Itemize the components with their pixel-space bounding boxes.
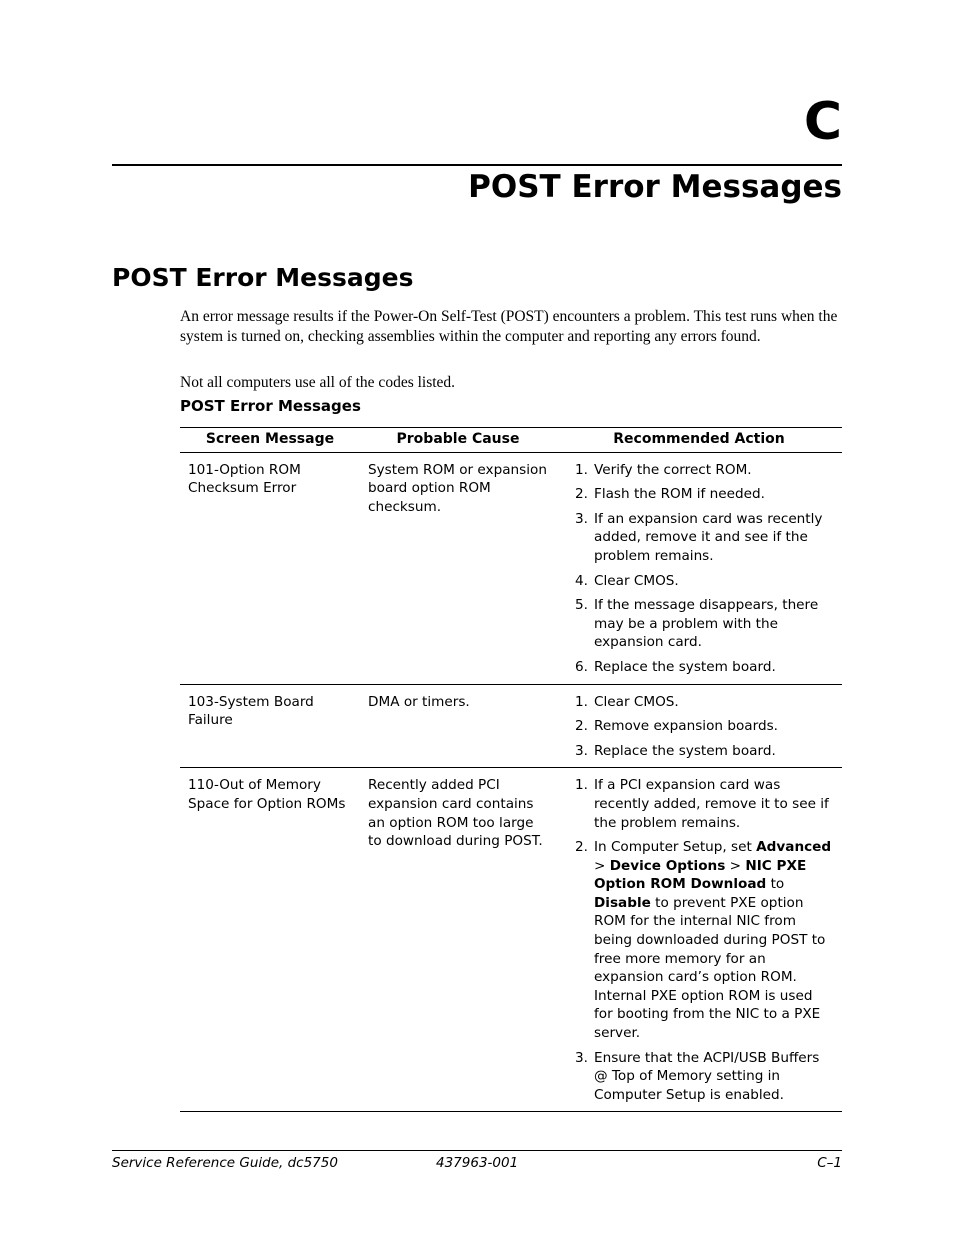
footer-page-number: C–1 — [817, 1155, 842, 1171]
action-list — [564, 693, 834, 761]
step-text: Clear CMOS. — [594, 693, 679, 710]
step-text: If an expansion card was recently added, remove it and see if the problem remains. — [594, 510, 823, 564]
step-number: 2. — [575, 486, 588, 503]
action-step — [564, 838, 834, 1043]
step-number: 1. — [575, 693, 588, 710]
header-probable-cause: Probable Cause — [360, 428, 556, 453]
table-header-row — [180, 428, 842, 453]
step-text: Remove expansion boards. — [594, 718, 778, 735]
action-step — [564, 461, 834, 480]
table-body — [180, 452, 842, 1112]
menu-path-term: NIC PXE Option ROM Download — [594, 857, 807, 893]
step-number: 3. — [575, 510, 588, 527]
screen-message-cell: 103-System Board Failure — [180, 684, 360, 768]
menu-path-term: Device Options — [609, 857, 726, 874]
action-step — [564, 596, 834, 652]
table-caption: POST Error Messages — [180, 397, 361, 415]
step-number: 1. — [575, 461, 588, 478]
recommended-action-cell — [556, 768, 842, 1112]
section-title: POST Error Messages — [112, 263, 414, 292]
step-text-fragment: > — [594, 857, 610, 874]
chapter-divider — [112, 164, 842, 166]
action-step — [564, 658, 834, 677]
post-error-table — [180, 427, 842, 1112]
action-step — [564, 485, 834, 504]
table-row — [180, 684, 842, 768]
step-text-fragment: to — [766, 876, 785, 893]
step-number: 2. — [575, 839, 588, 856]
step-text: Clear CMOS. — [594, 572, 679, 589]
action-step — [564, 572, 834, 591]
step-number: 3. — [575, 742, 588, 759]
step-number: 2. — [575, 718, 588, 735]
header-screen-message: Screen Message — [180, 428, 360, 453]
action-step — [564, 1049, 834, 1105]
step-text-fragment: > — [725, 857, 746, 874]
action-step — [564, 776, 834, 832]
step-number: 5. — [575, 597, 588, 614]
action-step — [564, 742, 834, 761]
action-step — [564, 717, 834, 736]
step-number: 6. — [575, 658, 588, 675]
step-text-fragment: In Computer Setup, set — [594, 839, 757, 856]
chapter-letter: C — [803, 92, 842, 152]
chapter-title: POST Error Messages — [468, 169, 842, 205]
action-step — [564, 510, 834, 566]
table-row — [180, 452, 842, 684]
intro-paragraph: An error message results if the Power-On Self-Test (POST) encounters a problem. This test runs when the system is turned on, checking assemblies within the computer and reporting any errors found. — [180, 308, 838, 345]
recommended-action-cell — [556, 684, 842, 768]
menu-path-term: Disable — [594, 894, 651, 911]
step-text: Flash the ROM if needed. — [594, 486, 765, 503]
step-text: If the message disappears, there may be a problem with the expansion card. — [594, 597, 819, 651]
footer-part-number: 437963-001 — [436, 1155, 519, 1171]
step-number: 4. — [575, 572, 588, 589]
menu-path-term: Advanced — [756, 839, 832, 856]
probable-cause-cell: DMA or timers. — [360, 684, 556, 768]
header-recommended-action: Recommended Action — [556, 428, 842, 453]
table-row — [180, 768, 842, 1112]
recommended-action-cell — [556, 452, 842, 684]
note-paragraph: Not all computers use all of the codes listed. — [180, 374, 456, 391]
step-number: 3. — [575, 1049, 588, 1066]
footer-divider — [112, 1150, 842, 1151]
step-text: If a PCI expansion card was recently added, remove it to see if the problem remains. — [594, 777, 829, 831]
screen-message-cell: 110-Out of Memory Space for Option ROMs — [180, 768, 360, 1112]
step-text: Replace the system board. — [594, 742, 776, 759]
probable-cause-cell: Recently added PCI expansion card contains an option ROM too large to download during POST. — [360, 768, 556, 1112]
action-step — [564, 693, 834, 712]
action-list — [564, 461, 834, 677]
step-text: Ensure that the ACPI/USB Buffers @ Top of Memory setting in Computer Setup is enabled. — [594, 1049, 820, 1103]
probable-cause-cell: System ROM or expansion board option ROM checksum. — [360, 452, 556, 684]
screen-message-cell: 101-Option ROM Checksum Error — [180, 452, 360, 684]
step-text: Verify the correct ROM. — [594, 461, 752, 478]
step-text — [594, 839, 831, 1041]
step-text-fragment: to prevent PXE option ROM for the internal NIC from being downloaded during POST to free more memory for an expansion card’s option ROM. Internal PXE option ROM is used for booting from the NIC to a PXE server. — [594, 894, 826, 1042]
action-list — [564, 776, 834, 1104]
step-number: 1. — [575, 777, 588, 794]
step-text: Replace the system board. — [594, 658, 776, 675]
footer-guide-title: Service Reference Guide, dc5750 — [112, 1155, 338, 1171]
